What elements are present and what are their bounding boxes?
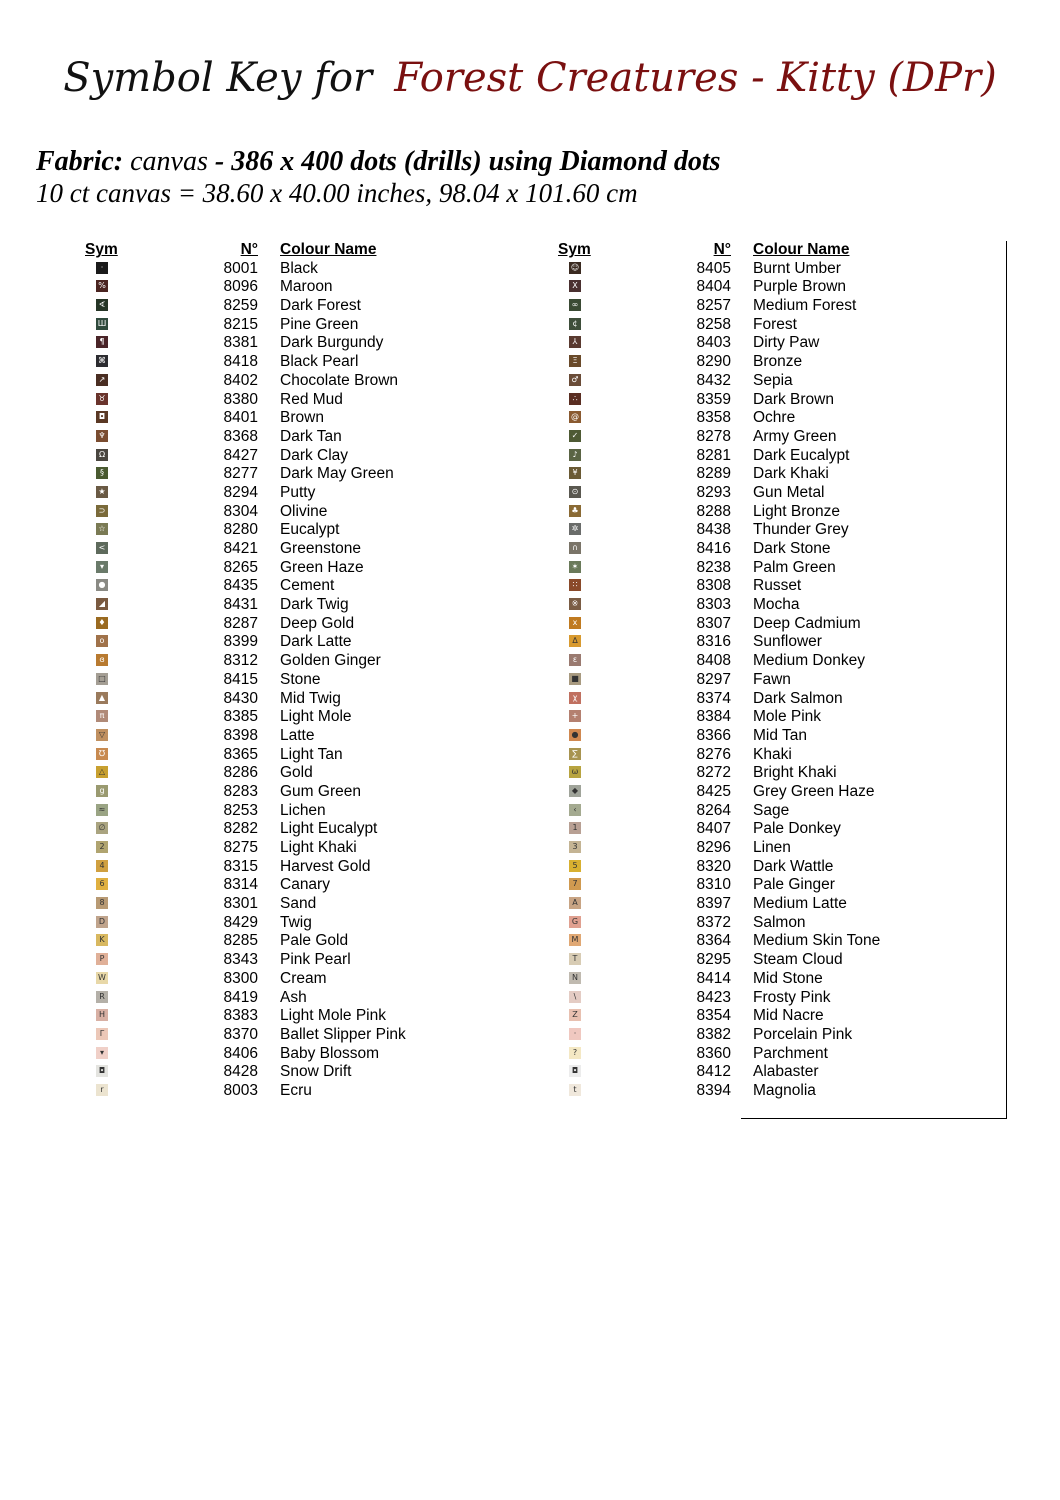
- colour-name: Light Mole Pink: [280, 1007, 386, 1025]
- colour-number: 8408: [696, 652, 731, 670]
- colour-name: Ballet Slipper Pink: [280, 1025, 406, 1043]
- colour-number: 8394: [696, 1081, 731, 1099]
- colour-number: 8401: [223, 409, 258, 427]
- symbol-swatch: ♪: [569, 449, 581, 461]
- symbol-swatch: ▾: [96, 1047, 108, 1059]
- colour-number: 8380: [223, 390, 258, 408]
- symbol-swatch: K: [96, 934, 108, 946]
- symbol-swatch: ♂: [569, 374, 581, 386]
- symbol-swatch: ¶: [96, 336, 108, 348]
- colour-name: Dark Twig: [280, 596, 349, 614]
- colour-name: Palm Green: [753, 558, 836, 576]
- symbol-swatch: ♦: [96, 617, 108, 629]
- colour-number: 8370: [223, 1025, 258, 1043]
- colour-name: Magnolia: [753, 1081, 816, 1099]
- colour-number: 8264: [696, 801, 731, 819]
- colour-name: Khaki: [753, 745, 792, 763]
- colour-number: 8428: [223, 1063, 258, 1081]
- colour-name: Sepia: [753, 371, 793, 389]
- colour-number: 8300: [223, 969, 258, 987]
- colour-number: 8427: [223, 446, 258, 464]
- symbol-swatch: +: [569, 710, 581, 722]
- colour-name: Pale Donkey: [753, 820, 841, 838]
- fabric-label: Fabric:: [36, 146, 124, 177]
- header-colour-name: Colour Name: [753, 241, 850, 258]
- colour-name: Dark Brown: [753, 390, 834, 408]
- colour-name: Dark Tan: [280, 427, 342, 445]
- colour-number: 8430: [223, 689, 258, 707]
- colour-number: 8304: [223, 502, 258, 520]
- symbol-swatch: ⌘: [98, 356, 106, 366]
- colour-number: 8438: [696, 521, 731, 539]
- colour-number: 8283: [223, 782, 258, 800]
- symbol-swatch: ↗: [96, 374, 108, 386]
- colour-name: Linen: [753, 839, 791, 856]
- colour-name: Light Eucalypt: [280, 820, 378, 838]
- fabric-type: canvas: [130, 146, 208, 177]
- symbol-swatch: <: [96, 542, 108, 554]
- colour-number: 8293: [696, 483, 731, 501]
- colour-number: 8385: [223, 708, 258, 726]
- symbol-swatch: ▲: [96, 692, 108, 704]
- symbol-swatch: H: [96, 1009, 108, 1021]
- colour-number: 8296: [696, 839, 731, 856]
- page-title: [0, 55, 1060, 101]
- header-sym: Sym: [558, 241, 591, 258]
- symbol-swatch: ·: [96, 262, 108, 274]
- table-border-bottom: [741, 1118, 1007, 1119]
- colour-name: Baby Blossom: [280, 1044, 380, 1062]
- colour-number: 8360: [696, 1044, 731, 1062]
- colour-name: Dark Khaki: [753, 465, 829, 483]
- colour-number: 8412: [696, 1063, 731, 1081]
- symbol-swatch: ●: [96, 579, 108, 591]
- symbol-swatch: ∅: [96, 822, 108, 834]
- colour-name: Russet: [753, 577, 802, 595]
- symbol-swatch: ☆: [96, 523, 108, 535]
- colour-name: Eucalypt: [280, 521, 340, 539]
- symbol-swatch: ♉: [96, 393, 108, 405]
- colour-name: Sage: [753, 801, 790, 819]
- colour-name: Deep Gold: [280, 614, 355, 632]
- colour-number: 8418: [223, 353, 258, 371]
- colour-name: Sunflower: [753, 633, 822, 651]
- colour-name: Ochre: [753, 409, 796, 427]
- colour-name: Mocha: [753, 596, 800, 614]
- colour-number: 8316: [696, 633, 731, 651]
- symbol-swatch: @: [571, 412, 579, 422]
- colour-name: Dark Wattle: [753, 857, 834, 875]
- symbol-swatch: ✓: [569, 430, 581, 442]
- colour-number: 8414: [696, 969, 731, 987]
- colour-number: 8416: [696, 540, 731, 557]
- colour-name: Gun Metal: [753, 483, 825, 501]
- colour-number: 8258: [696, 315, 731, 333]
- colour-name: Brown: [280, 409, 324, 427]
- colour-number: 8308: [696, 577, 731, 595]
- colour-number: 8257: [696, 297, 731, 315]
- colour-name: Mole Pink: [753, 708, 822, 726]
- symbol-swatch: ∷: [569, 579, 581, 591]
- colour-name: Sand: [280, 895, 317, 913]
- colour-number: 8277: [223, 465, 258, 483]
- colour-name: Steam Cloud: [753, 951, 843, 969]
- colour-name: Green Haze: [280, 558, 364, 576]
- symbol-swatch: ≈: [96, 804, 108, 816]
- colour-number: 8421: [223, 540, 258, 557]
- colour-name: Frosty Pink: [753, 988, 831, 1006]
- colour-name: Dark Forest: [280, 297, 361, 315]
- colour-number: 8404: [696, 278, 731, 296]
- header-num: N°: [240, 241, 258, 258]
- colour-name: Mid Nacre: [753, 1007, 824, 1025]
- colour-name: Stone: [280, 670, 321, 688]
- colour-name: Pink Pearl: [280, 951, 351, 969]
- symbol-swatch: g: [96, 785, 108, 797]
- colour-number: 8281: [696, 446, 731, 464]
- colour-number: 8425: [696, 782, 731, 800]
- colour-number: 8280: [223, 521, 258, 539]
- symbol-swatch: W: [96, 972, 108, 984]
- fabric-line: [36, 146, 721, 178]
- symbol-swatch: T: [569, 953, 581, 965]
- symbol-swatch: 7: [569, 878, 581, 890]
- colour-number: 8358: [696, 409, 731, 427]
- symbol-swatch: 5: [569, 860, 581, 872]
- colour-number: 8423: [696, 988, 731, 1006]
- symbol-swatch: ◆: [569, 785, 581, 797]
- symbol-swatch: ◢: [96, 598, 108, 610]
- colour-name: Medium Skin Tone: [753, 932, 881, 950]
- colour-number: 8001: [223, 259, 258, 277]
- symbol-swatch: Z: [569, 1009, 581, 1021]
- colour-number: 8365: [223, 745, 258, 763]
- symbol-swatch: 1: [569, 822, 581, 834]
- symbol-swatch: M: [569, 934, 581, 946]
- symbol-swatch: t: [569, 1084, 581, 1096]
- colour-number: 8435: [223, 577, 258, 595]
- colour-number: 8407: [696, 820, 731, 838]
- table-border-right: [1006, 241, 1007, 1119]
- colour-number: 8287: [223, 614, 258, 632]
- symbol-swatch: ★: [96, 486, 108, 498]
- symbol-swatch: ☺: [570, 262, 580, 272]
- colour-number: 8383: [223, 1007, 258, 1025]
- symbol-swatch: 8: [96, 897, 108, 909]
- symbol-swatch: χ: [569, 692, 581, 704]
- symbol-swatch: D: [96, 916, 108, 928]
- colour-name: Medium Donkey: [753, 652, 865, 670]
- header-colour-name: Colour Name: [280, 241, 377, 258]
- symbol-swatch: ◘: [96, 411, 108, 423]
- colour-number: 8307: [696, 614, 731, 632]
- symbol-swatch: Ξ: [569, 355, 581, 367]
- colour-number: 8301: [223, 895, 258, 913]
- colour-name: Ecru: [280, 1081, 312, 1099]
- colour-number: 8278: [696, 427, 731, 445]
- canvas-size-line: 10 ct canvas = 38.60 x 40.00 inches, 98.04 x 101.60 cm: [36, 178, 638, 208]
- colour-number: 8419: [223, 988, 258, 1006]
- colour-name: Forest: [753, 315, 797, 333]
- colour-number: 8374: [696, 689, 731, 707]
- colour-name: Light Mole: [280, 708, 352, 726]
- colour-number: 8265: [223, 558, 258, 576]
- colour-number: 8359: [696, 390, 731, 408]
- colour-name: Cement: [280, 577, 335, 595]
- colour-name: Putty: [280, 483, 316, 501]
- symbol-swatch: §: [96, 467, 108, 479]
- colour-name: Ash: [280, 988, 307, 1006]
- symbol-swatch: ℧: [96, 748, 108, 760]
- colour-number: 8372: [696, 913, 731, 931]
- colour-name: Dark Salmon: [753, 689, 843, 707]
- colour-name: Grey Green Haze: [753, 782, 875, 800]
- symbol-swatch: ◘: [96, 1065, 108, 1077]
- fabric-spec: - 386 x 400 dots (drills) using Diamond dots: [214, 146, 721, 177]
- symbol-swatch: o: [96, 635, 108, 647]
- colour-number: 8366: [696, 726, 731, 744]
- colour-name: Dirty Paw: [753, 334, 820, 352]
- colour-name: Burnt Umber: [753, 259, 841, 277]
- colour-name: Light Tan: [280, 745, 343, 763]
- colour-name: Mid Stone: [753, 969, 823, 987]
- colour-number: 8295: [696, 951, 731, 969]
- colour-name: Mid Tan: [753, 726, 807, 744]
- colour-number: 8398: [223, 726, 258, 744]
- colour-name: Dark Burgundy: [280, 334, 384, 352]
- colour-name: Dark May Green: [280, 465, 394, 483]
- symbol-swatch: ∞: [569, 299, 581, 311]
- colour-name: Gold: [280, 764, 313, 782]
- colour-name: Olivine: [280, 502, 328, 520]
- colour-number: 8415: [223, 670, 258, 688]
- colour-number: 8276: [696, 745, 731, 763]
- colour-number: 8405: [696, 259, 731, 277]
- colour-name: Dark Stone: [753, 540, 831, 557]
- colour-name: Parchment: [753, 1044, 828, 1062]
- colour-number: 8003: [223, 1081, 258, 1099]
- colour-number: 8275: [223, 839, 258, 856]
- symbol-swatch: 2: [96, 841, 108, 853]
- symbol-swatch: ◘: [569, 1065, 581, 1077]
- colour-number: 8096: [223, 278, 258, 296]
- symbol-swatch: ∑: [569, 748, 581, 760]
- colour-number: 8310: [696, 876, 731, 894]
- colour-number: 8432: [696, 371, 731, 389]
- colour-number: 8289: [696, 465, 731, 483]
- colour-name: Medium Forest: [753, 297, 857, 315]
- colour-number: 8215: [223, 315, 258, 333]
- symbol-swatch: N: [569, 972, 581, 984]
- symbol-swatch: Ш: [97, 318, 107, 328]
- colour-number: 8282: [223, 820, 258, 838]
- colour-name: Pine Green: [280, 315, 359, 333]
- symbol-swatch: X: [569, 280, 581, 292]
- colour-number: 8406: [223, 1044, 258, 1062]
- colour-name: Latte: [280, 726, 315, 744]
- symbol-swatch: G: [569, 916, 581, 928]
- colour-number: 8238: [696, 558, 731, 576]
- colour-number: 8384: [696, 708, 731, 726]
- colour-number: 8368: [223, 427, 258, 445]
- colour-name: Light Bronze: [753, 502, 841, 520]
- colour-number: 8315: [223, 857, 258, 875]
- symbol-swatch: A: [569, 897, 581, 909]
- colour-number: 8312: [223, 652, 258, 670]
- colour-name: Red Mud: [280, 390, 343, 408]
- symbol-swatch: ¥: [569, 467, 581, 479]
- symbol-swatch: ∩: [569, 542, 581, 554]
- colour-number: 8402: [223, 371, 258, 389]
- pattern-name: Forest Creatures - Kitty (DPr): [394, 55, 997, 101]
- symbol-swatch: ε: [569, 654, 581, 666]
- colour-name: Medium Latte: [753, 895, 847, 913]
- colour-number: 8397: [696, 895, 731, 913]
- header-num: N°: [713, 241, 731, 258]
- colour-name: Alabaster: [753, 1063, 819, 1081]
- colour-name: Black Pearl: [280, 353, 359, 371]
- colour-number: 8303: [696, 596, 731, 614]
- symbol-swatch: ∢: [96, 299, 108, 311]
- colour-number: 8259: [223, 297, 258, 315]
- colour-name: Gum Green: [280, 782, 361, 800]
- symbol-swatch: 6: [96, 878, 108, 890]
- colour-number: 8285: [223, 932, 258, 950]
- colour-number: 8381: [223, 334, 258, 352]
- colour-number: 8297: [696, 670, 731, 688]
- colour-name: Salmon: [753, 913, 806, 931]
- colour-name: Bronze: [753, 353, 803, 371]
- symbol-swatch: △: [96, 766, 108, 778]
- symbol-swatch: ⊙: [569, 486, 581, 498]
- colour-number: 8354: [696, 1007, 731, 1025]
- colour-number: 8286: [223, 764, 258, 782]
- colour-number: 8294: [223, 483, 258, 501]
- colour-name: Bright Khaki: [753, 764, 837, 782]
- symbol-swatch: ▾: [96, 561, 108, 573]
- colour-name: Army Green: [753, 427, 837, 445]
- colour-name: Canary: [280, 876, 330, 894]
- colour-number: 8314: [223, 876, 258, 894]
- colour-name: Purple Brown: [753, 278, 847, 296]
- colour-number: 8272: [696, 764, 731, 782]
- colour-name: Lichen: [280, 801, 326, 819]
- symbol-swatch: □: [96, 673, 108, 685]
- symbol-swatch: r: [96, 1084, 108, 1096]
- symbol-swatch: 4: [96, 860, 108, 872]
- symbol-swatch: x: [569, 617, 581, 629]
- header-sym: Sym: [85, 241, 118, 258]
- colour-number: 8288: [696, 502, 731, 520]
- symbol-swatch: ■: [569, 673, 581, 685]
- symbol-swatch: ¢: [569, 318, 581, 330]
- symbol-swatch: ‹: [569, 804, 581, 816]
- colour-name: Fawn: [753, 670, 791, 688]
- colour-number: 8320: [696, 857, 731, 875]
- symbol-swatch: ▽: [96, 729, 108, 741]
- colour-name: Twig: [280, 913, 312, 931]
- symbol-swatch: \: [569, 991, 581, 1003]
- colour-name: Greenstone: [280, 540, 361, 557]
- colour-number: 8429: [223, 913, 258, 931]
- symbol-swatch: ω: [569, 766, 581, 778]
- symbol-swatch: ?: [569, 1047, 581, 1059]
- symbol-swatch: ⅄: [569, 336, 581, 348]
- title-prefix: Symbol Key for: [63, 55, 373, 101]
- colour-name: Golden Ginger: [280, 652, 381, 670]
- colour-name: Light Khaki: [280, 839, 357, 856]
- colour-name: Dark Eucalypt: [753, 446, 850, 464]
- colour-name: Dark Clay: [280, 446, 349, 464]
- symbol-swatch: ✲: [569, 523, 581, 535]
- colour-number: 8431: [223, 596, 258, 614]
- colour-number: 8382: [696, 1025, 731, 1043]
- symbol-swatch: ∆: [569, 635, 581, 647]
- colour-name: Maroon: [280, 278, 333, 296]
- colour-number: 8399: [223, 633, 258, 651]
- colour-name: Pale Gold: [280, 932, 349, 950]
- symbol-swatch: %: [96, 280, 108, 292]
- symbol-swatch: R: [96, 991, 108, 1003]
- colour-name: Thunder Grey: [753, 521, 849, 539]
- symbol-swatch: ※: [569, 598, 581, 610]
- colour-name: Snow Drift: [280, 1063, 352, 1081]
- symbol-swatch: ♆: [96, 430, 108, 442]
- symbol-swatch: ∴: [569, 393, 581, 405]
- symbol-swatch: ·: [569, 1028, 581, 1040]
- symbol-swatch: π: [96, 710, 108, 722]
- colour-name: Dark Latte: [280, 633, 352, 651]
- colour-name: Pale Ginger: [753, 876, 835, 894]
- symbol-swatch: ⊃: [96, 505, 108, 517]
- colour-name: Chocolate Brown: [280, 371, 399, 389]
- symbol-swatch: Γ: [96, 1028, 108, 1040]
- symbol-swatch: Ω: [96, 449, 108, 461]
- colour-name: Mid Twig: [280, 689, 341, 707]
- symbol-swatch: ♣: [569, 505, 581, 517]
- colour-number: 8364: [696, 932, 731, 950]
- symbol-swatch: ✶: [569, 561, 581, 573]
- colour-name: Deep Cadmium: [753, 614, 861, 632]
- symbol-swatch: ɞ: [96, 654, 108, 666]
- colour-number: 8343: [223, 951, 258, 969]
- symbol-swatch: ●: [569, 729, 581, 741]
- colour-name: Black: [280, 259, 318, 277]
- colour-number: 8253: [223, 801, 258, 819]
- colour-name: Cream: [280, 969, 327, 987]
- colour-name: Harvest Gold: [280, 857, 371, 875]
- symbol-swatch: 3: [569, 841, 581, 853]
- colour-name: Porcelain Pink: [753, 1025, 853, 1043]
- colour-number: 8403: [696, 334, 731, 352]
- colour-number: 8290: [696, 353, 731, 371]
- symbol-swatch: P: [96, 953, 108, 965]
